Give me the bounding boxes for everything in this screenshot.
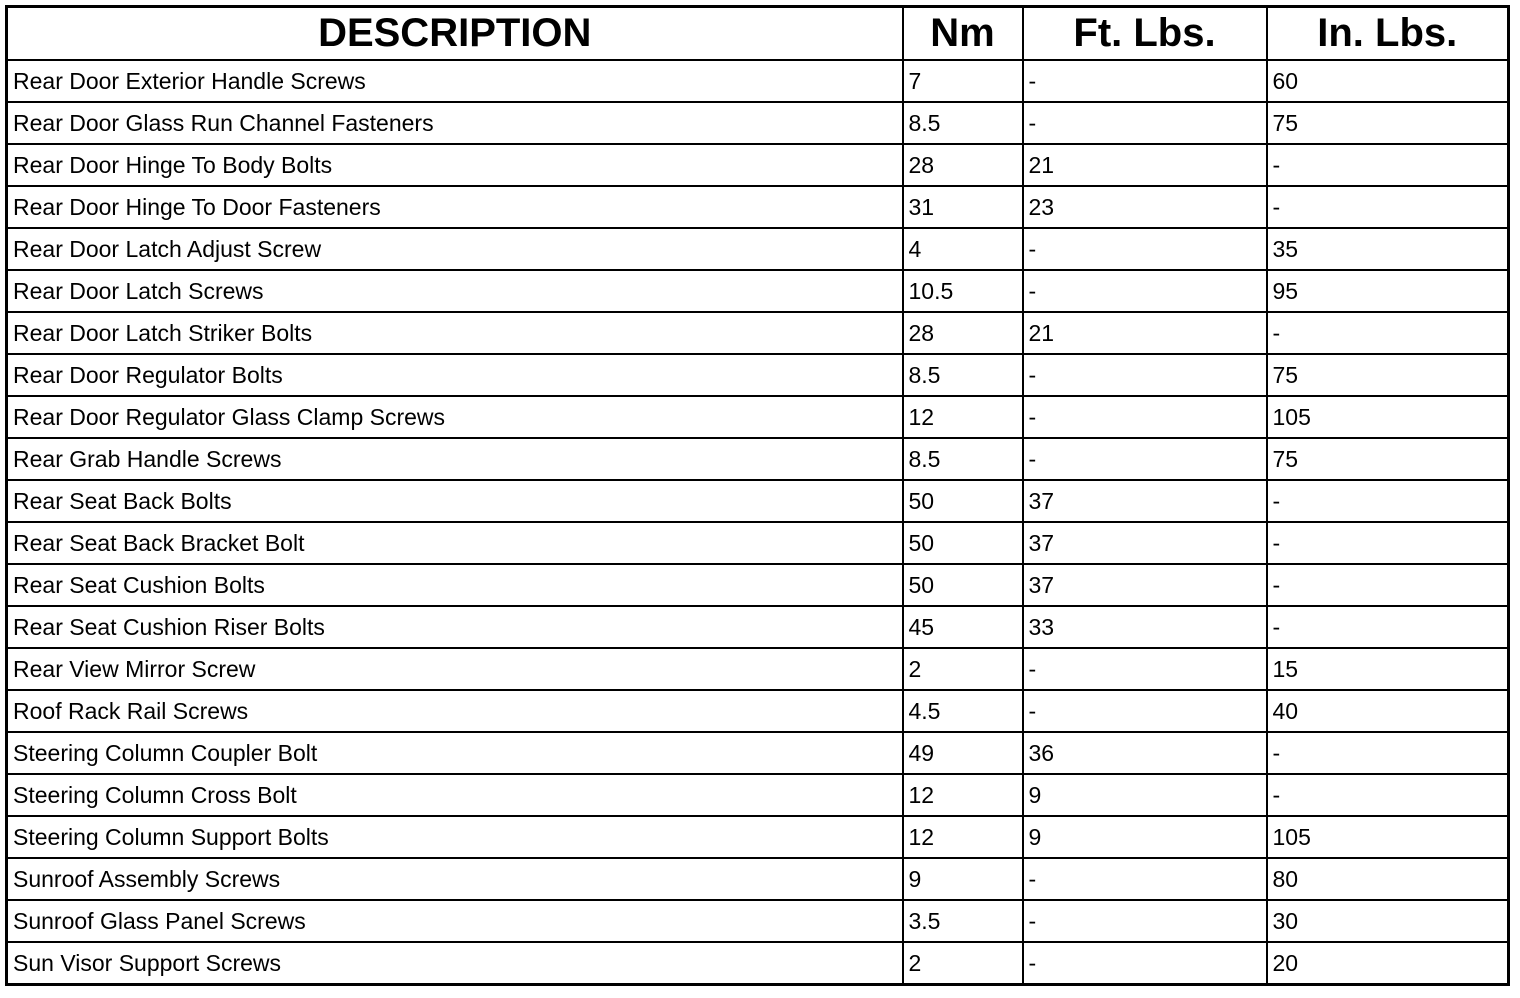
cell-description: Sun Visor Support Screws [7,942,903,985]
header-ft-lbs: Ft. Lbs. [1023,7,1267,61]
cell-description: Sunroof Glass Panel Screws [7,900,903,942]
cell-ft-lbs: 37 [1023,522,1267,564]
cell-in-lbs: 75 [1267,102,1509,144]
cell-in-lbs: 35 [1267,228,1509,270]
cell-nm: 8.5 [903,102,1023,144]
cell-ft-lbs: 21 [1023,312,1267,354]
table-row [7,144,1509,186]
table-row [7,648,1509,690]
table-row [7,816,1509,858]
cell-description: Steering Column Support Bolts [7,816,903,858]
cell-in-lbs: - [1267,564,1509,606]
cell-description: Rear Door Latch Screws [7,270,903,312]
cell-in-lbs: - [1267,186,1509,228]
cell-nm: 8.5 [903,438,1023,480]
cell-ft-lbs: - [1023,900,1267,942]
table-row [7,900,1509,942]
cell-description: Sunroof Assembly Screws [7,858,903,900]
cell-nm: 28 [903,312,1023,354]
cell-in-lbs: 40 [1267,690,1509,732]
cell-in-lbs: - [1267,144,1509,186]
cell-nm: 2 [903,648,1023,690]
cell-in-lbs: 15 [1267,648,1509,690]
cell-description: Rear Door Hinge To Door Fasteners [7,186,903,228]
cell-nm: 4.5 [903,690,1023,732]
cell-ft-lbs: - [1023,60,1267,102]
cell-description: Rear Door Glass Run Channel Fasteners [7,102,903,144]
table-row [7,480,1509,522]
table-row [7,774,1509,816]
cell-ft-lbs: - [1023,858,1267,900]
cell-ft-lbs: 37 [1023,480,1267,522]
cell-in-lbs: 75 [1267,354,1509,396]
cell-description: Rear Grab Handle Screws [7,438,903,480]
torque-spec-table [5,5,1510,986]
table-row [7,186,1509,228]
cell-in-lbs: 60 [1267,60,1509,102]
cell-in-lbs: 80 [1267,858,1509,900]
cell-in-lbs: 95 [1267,270,1509,312]
cell-description: Rear Door Hinge To Body Bolts [7,144,903,186]
cell-in-lbs: - [1267,312,1509,354]
table-row [7,606,1509,648]
header-nm: Nm [903,7,1023,61]
table-row [7,858,1509,900]
table-row [7,522,1509,564]
cell-ft-lbs: 37 [1023,564,1267,606]
cell-ft-lbs: - [1023,690,1267,732]
cell-in-lbs: 30 [1267,900,1509,942]
cell-description: Rear Door Regulator Bolts [7,354,903,396]
cell-ft-lbs: 21 [1023,144,1267,186]
table-row [7,102,1509,144]
cell-nm: 31 [903,186,1023,228]
table-row [7,942,1509,985]
cell-description: Rear Door Regulator Glass Clamp Screws [7,396,903,438]
cell-description: Rear Door Exterior Handle Screws [7,60,903,102]
table-row [7,732,1509,774]
cell-description: Rear Seat Back Bracket Bolt [7,522,903,564]
cell-description: Steering Column Cross Bolt [7,774,903,816]
table-row [7,312,1509,354]
cell-ft-lbs: 36 [1023,732,1267,774]
header-description: DESCRIPTION [7,7,903,61]
cell-nm: 50 [903,564,1023,606]
cell-ft-lbs: - [1023,270,1267,312]
cell-nm: 12 [903,396,1023,438]
cell-ft-lbs: - [1023,438,1267,480]
cell-description: Rear Seat Back Bolts [7,480,903,522]
cell-nm: 12 [903,774,1023,816]
cell-in-lbs: - [1267,522,1509,564]
table-row [7,564,1509,606]
table-row [7,690,1509,732]
table-row [7,270,1509,312]
cell-description: Rear Door Latch Striker Bolts [7,312,903,354]
cell-ft-lbs: 23 [1023,186,1267,228]
cell-description: Rear View Mirror Screw [7,648,903,690]
cell-description: Rear Door Latch Adjust Screw [7,228,903,270]
cell-description: Roof Rack Rail Screws [7,690,903,732]
table-row [7,396,1509,438]
header-in-lbs: In. Lbs. [1267,7,1509,61]
cell-description: Rear Seat Cushion Riser Bolts [7,606,903,648]
cell-ft-lbs: 33 [1023,606,1267,648]
cell-ft-lbs: - [1023,942,1267,985]
cell-nm: 50 [903,522,1023,564]
table-row [7,438,1509,480]
cell-nm: 9 [903,858,1023,900]
cell-nm: 8.5 [903,354,1023,396]
cell-description: Steering Column Coupler Bolt [7,732,903,774]
cell-description: Rear Seat Cushion Bolts [7,564,903,606]
table-row [7,228,1509,270]
cell-in-lbs: - [1267,732,1509,774]
cell-in-lbs: - [1267,480,1509,522]
cell-nm: 2 [903,942,1023,985]
cell-ft-lbs: - [1023,102,1267,144]
cell-nm: 3.5 [903,900,1023,942]
cell-nm: 4 [903,228,1023,270]
cell-in-lbs: 20 [1267,942,1509,985]
cell-ft-lbs: - [1023,396,1267,438]
cell-nm: 50 [903,480,1023,522]
cell-ft-lbs: - [1023,354,1267,396]
cell-in-lbs: 75 [1267,438,1509,480]
table-row [7,60,1509,102]
cell-in-lbs: 105 [1267,816,1509,858]
header-row [7,7,1509,61]
cell-ft-lbs: 9 [1023,774,1267,816]
cell-in-lbs: - [1267,606,1509,648]
cell-nm: 49 [903,732,1023,774]
table-row [7,354,1509,396]
cell-nm: 10.5 [903,270,1023,312]
cell-ft-lbs: - [1023,648,1267,690]
cell-in-lbs: 105 [1267,396,1509,438]
cell-nm: 7 [903,60,1023,102]
cell-in-lbs: - [1267,774,1509,816]
torque-spec-sheet [5,5,1507,993]
cell-nm: 45 [903,606,1023,648]
cell-nm: 28 [903,144,1023,186]
cell-nm: 12 [903,816,1023,858]
cell-ft-lbs: 9 [1023,816,1267,858]
cell-ft-lbs: - [1023,228,1267,270]
